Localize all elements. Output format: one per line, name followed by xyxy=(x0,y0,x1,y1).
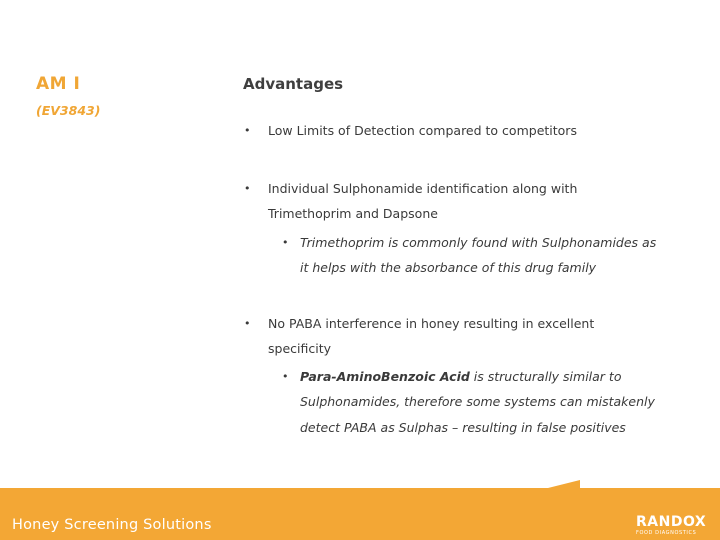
sub-bullet-1-line-1: Trimethoprim is commonly found with Sulphonamides as xyxy=(300,235,657,250)
sub-bullet-2-line-2: Sulphonamides, therefore some systems can mistakenly xyxy=(300,394,655,409)
sub-bullet-2-line-1-rest: is structurally similar to xyxy=(469,369,622,384)
paba-term: Para-AminoBenzoic Acid xyxy=(300,369,470,384)
section-code: (EV3843) xyxy=(36,103,101,118)
randox-logo: RANDOX xyxy=(636,514,707,530)
randox-logo-subtitle: FOOD DIAGNOSTICS xyxy=(636,530,697,536)
section-title: AM I xyxy=(36,74,81,94)
sub-bullet-1-line-2: it helps with the absorbance of this drug family xyxy=(300,260,597,275)
sub-bullet-2-line-3: detect PABA as Sulphas – resulting in false positives xyxy=(300,420,626,435)
bullet-icon: • xyxy=(244,182,251,195)
bullet-icon: • xyxy=(244,317,251,330)
bullet-3-line-1: No PABA interference in honey resulting in excellent xyxy=(268,316,595,331)
footer-title: Honey Screening Solutions xyxy=(12,517,212,533)
bullet-2-line-1: Individual Sulphonamide identification along with xyxy=(268,181,578,196)
bullet-3-line-2: specificity xyxy=(268,341,332,356)
bullet-icon: • xyxy=(244,124,251,137)
sub-bullet-icon: • xyxy=(282,370,289,383)
bullet-2-line-2: Trimethoprim and Dapsone xyxy=(268,206,438,221)
advantages-heading: Advantages xyxy=(243,75,344,93)
sub-bullet-icon: • xyxy=(282,236,289,249)
bullet-1-text: Low Limits of Detection compared to competitors xyxy=(268,123,577,138)
